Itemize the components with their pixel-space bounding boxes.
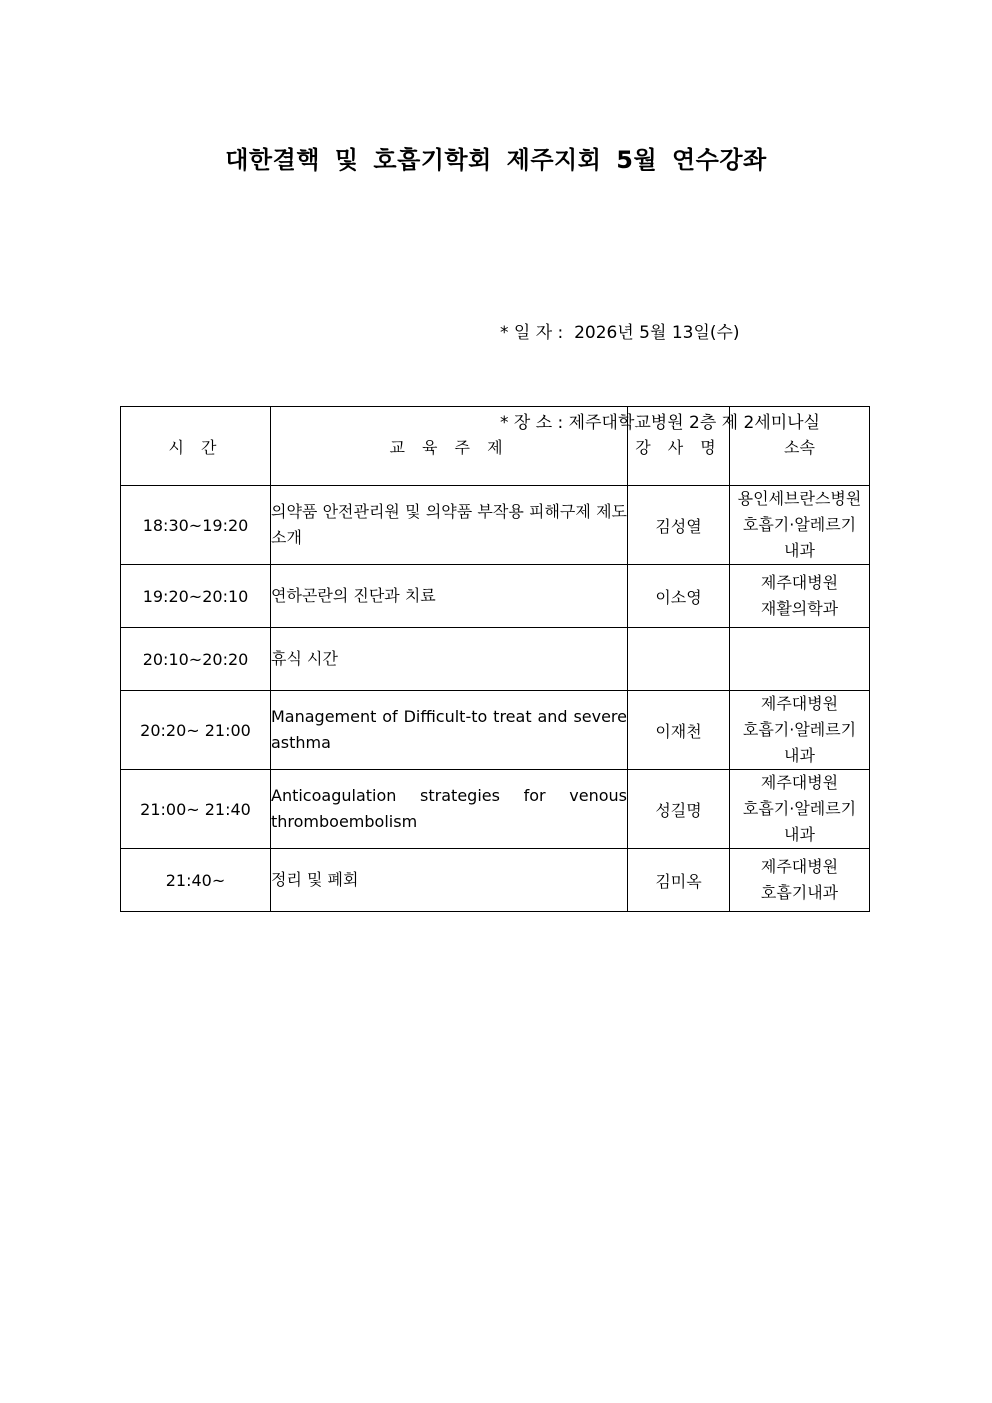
event-place: * 장 소 : 제주대학교병원 2층 제 2세미나실 xyxy=(500,413,821,433)
affiliation-line: 제주대병원 xyxy=(760,857,839,876)
affiliation-line: 제주대병원 xyxy=(760,694,839,713)
affiliation-line: 제주대병원 xyxy=(760,573,839,592)
header-topic: 교 육 주 제 xyxy=(271,407,628,486)
event-date: * 일 자 : 2026년 5월 13일(수) xyxy=(500,323,740,343)
affiliation-line: 내과 xyxy=(784,541,815,560)
affiliation-line: 제주대병원 xyxy=(760,773,839,792)
speaker-cell: 이재천 xyxy=(628,691,730,770)
topic-cell: 정리 및 폐회 xyxy=(271,849,628,912)
speaker-cell: 성길명 xyxy=(628,770,730,849)
affiliation-cell xyxy=(730,770,870,849)
topic-cell: 의약품 안전관리원 및 의약품 부작용 피해구제 제도 소개 xyxy=(271,486,628,565)
header-speaker: 강 사 명 xyxy=(628,407,730,486)
affiliation-cell xyxy=(730,565,870,628)
affiliation-line: 용인세브란스병원 xyxy=(737,489,862,508)
affiliation-line: 호흡기·알레르기 xyxy=(742,515,857,534)
table-row xyxy=(121,565,870,628)
time-cell: 20:20~ 21:00 xyxy=(121,691,271,770)
topic-cell: 휴식 시간 xyxy=(271,628,628,691)
schedule-table xyxy=(120,406,870,912)
affiliation-cell xyxy=(730,849,870,912)
time-cell: 18:30~19:20 xyxy=(121,486,271,565)
table-row xyxy=(121,691,870,770)
table-header-row xyxy=(121,407,870,486)
header-affiliation: 소속 xyxy=(730,407,870,486)
time-cell: 21:40~ xyxy=(121,849,271,912)
affiliation-line: 내과 xyxy=(784,825,815,844)
time-cell: 20:10~20:20 xyxy=(121,628,271,691)
speaker-cell xyxy=(628,628,730,691)
topic-cell: Anticoagulation strategies for venous thromboembolism xyxy=(271,770,628,849)
time-cell: 19:20~20:10 xyxy=(121,565,271,628)
topic-cell: Management of Difficult-to treat and severe asthma xyxy=(271,691,628,770)
affiliation-line: 호흡기·알레르기 xyxy=(742,720,857,739)
speaker-cell: 이소영 xyxy=(628,565,730,628)
affiliation-cell xyxy=(730,691,870,770)
speaker-cell: 김미옥 xyxy=(628,849,730,912)
speaker-cell: 김성열 xyxy=(628,486,730,565)
affiliation-cell xyxy=(730,628,870,691)
affiliation-line: 내과 xyxy=(784,746,815,765)
affiliation-line: 호흡기내과 xyxy=(760,883,839,902)
time-cell: 21:00~ 21:40 xyxy=(121,770,271,849)
affiliation-cell xyxy=(730,486,870,565)
table-row xyxy=(121,628,870,691)
topic-cell: 연하곤란의 진단과 치료 xyxy=(271,565,628,628)
table-row xyxy=(121,770,870,849)
table-row xyxy=(121,849,870,912)
affiliation-line: 호흡기·알레르기 xyxy=(742,799,857,818)
affiliation-line: 재활의학과 xyxy=(760,599,839,618)
header-time: 시 간 xyxy=(121,407,271,486)
table-row xyxy=(121,486,870,565)
document-title: 대한결핵 및 호흡기학회 제주지회 5월 연수강좌 xyxy=(225,146,767,174)
